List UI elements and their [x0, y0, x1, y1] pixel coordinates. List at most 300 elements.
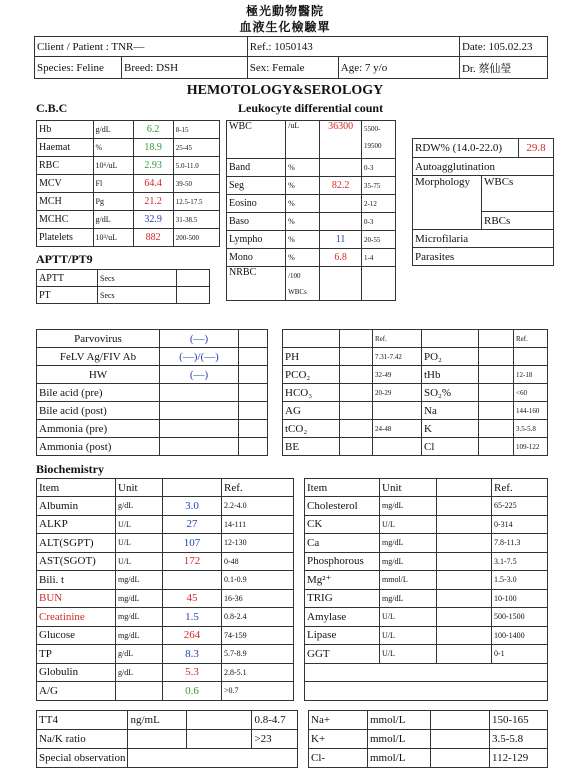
rdw-value: 29.8	[519, 139, 554, 158]
biochem-right-item-name: Cholesterol	[305, 497, 380, 516]
gas-item-name-2: tHb	[422, 366, 479, 384]
serology-row	[37, 402, 268, 420]
wbc-reference	[362, 121, 396, 159]
electrolyte-item-name: Na+	[309, 711, 368, 730]
biochemistry-left-table	[36, 478, 294, 701]
gas-reference-2: 109-122	[514, 438, 548, 456]
biochem-item-name: Glucose	[37, 626, 116, 645]
hormone-row	[37, 711, 298, 730]
biochem-reference: 0.8-2.4	[222, 608, 294, 627]
electrolyte-item-name: K+	[309, 730, 368, 749]
gas-item-name-2: Cl	[422, 438, 479, 456]
biochem-right-row	[305, 645, 548, 664]
cbc-row	[37, 229, 220, 247]
biochem-right-item-name: CK	[305, 515, 380, 534]
electrolyte-reference: 150-165	[490, 711, 548, 730]
biochem-header-item: Item	[37, 479, 116, 497]
serology-extra	[239, 438, 268, 456]
sex-field: Sex: Female	[247, 57, 338, 79]
cbc-unit: g/dL	[93, 121, 133, 139]
diff-reference: 35-75	[362, 177, 396, 195]
special-observation-label: Special observation	[37, 749, 128, 768]
biochem-right-reference: 1.5-3.0	[492, 571, 548, 590]
serology-item-name: FeLV Ag/FIV Ab	[37, 348, 160, 366]
biochem-row	[37, 534, 294, 553]
nrbc-unit-line1: /100	[288, 271, 301, 280]
gas-reference-2: 144-160	[514, 402, 548, 420]
diff-value: 6.8	[320, 249, 362, 267]
serology-value	[160, 384, 239, 402]
gas-row	[283, 438, 548, 456]
serology-item-name: Ammonia (pre)	[37, 420, 160, 438]
gas-item-name-2: Na	[422, 402, 479, 420]
biochem-right-unit: U/L	[380, 515, 437, 534]
biochem-right-reference: 0-1	[492, 645, 548, 664]
serology-row	[37, 348, 268, 366]
aptt-unit: Secs	[98, 287, 177, 304]
gas-header-item2	[422, 330, 479, 348]
biochem-row	[37, 589, 294, 608]
biochem-item-name: TP	[37, 645, 116, 664]
biochem-right-item-name: Mg²⁺	[305, 571, 380, 590]
rdw-label: RDW% (14.0-22.0)	[413, 139, 519, 158]
serology-table	[36, 329, 268, 456]
diff-reference: 20-55	[362, 231, 396, 249]
diff-item-name: Mono	[227, 249, 286, 267]
diff-row	[227, 177, 396, 195]
biochem-row	[37, 608, 294, 627]
hormone-item-name: TT4	[37, 711, 128, 730]
serology-item-name: HW	[37, 366, 160, 384]
hormone-table	[36, 710, 298, 768]
hormone-value	[187, 730, 252, 749]
diff-row	[227, 195, 396, 213]
electrolyte-reference: 3.5-5.8	[490, 730, 548, 749]
biochem-header-ref: Ref.	[222, 479, 294, 497]
biochem-right-header-unit: Unit	[380, 479, 437, 497]
biochem-right-unit: mg/dL	[380, 497, 437, 516]
gas-header-ref2: Ref.	[514, 330, 548, 348]
hormone-row	[37, 730, 298, 749]
diff-unit: %	[286, 195, 320, 213]
serology-value	[160, 402, 239, 420]
biochem-right-unit: U/L	[380, 645, 437, 664]
gas-item-name: BE	[283, 438, 340, 456]
biochem-right-row	[305, 626, 548, 645]
serology-extra	[239, 348, 268, 366]
biochem-right-header-row	[305, 479, 548, 497]
biochem-right-reference: 3.1-7.5	[492, 552, 548, 571]
gas-value-2	[479, 402, 514, 420]
biochem-right-value	[437, 552, 492, 571]
hormone-reference: 0.8-4.7	[252, 711, 298, 730]
diff-value	[320, 195, 362, 213]
diff-item-name: Eosino	[227, 195, 286, 213]
diff-item-name: Band	[227, 159, 286, 177]
hormone-unit	[128, 730, 187, 749]
diff-value	[320, 213, 362, 231]
biochem-reference: 0-48	[222, 552, 294, 571]
cbc-reference: 5.0-11.0	[173, 157, 219, 175]
cbc-row	[37, 175, 220, 193]
hormone-row	[37, 749, 298, 768]
biochem-reference: 12-130	[222, 534, 294, 553]
serology-value	[160, 438, 239, 456]
biochem-unit: g/dL	[116, 645, 163, 664]
biochem-header-unit: Unit	[116, 479, 163, 497]
blood-gas-table	[282, 329, 548, 456]
biochem-row	[37, 571, 294, 590]
cbc-reference: 39-50	[173, 175, 219, 193]
cbc-reference: 8-15	[173, 121, 219, 139]
cbc-row	[37, 211, 220, 229]
biochem-reference: 2.8-5.1	[222, 663, 294, 682]
cbc-row	[37, 139, 220, 157]
diff-reference: 0-3	[362, 213, 396, 231]
diff-value: 11	[320, 231, 362, 249]
biochem-value	[163, 571, 222, 590]
diff-unit: %	[286, 213, 320, 231]
biochem-unit: mg/dL	[116, 589, 163, 608]
biochem-value: 27	[163, 515, 222, 534]
cbc-unit: 10³/uL	[93, 229, 133, 247]
biochem-unit: U/L	[116, 534, 163, 553]
cbc-item-name: MCH	[37, 193, 94, 211]
cbc-unit: %	[93, 139, 133, 157]
diff-unit: %	[286, 231, 320, 249]
gas-value	[340, 384, 373, 402]
biochem-row	[37, 663, 294, 682]
gas-header-row	[283, 330, 548, 348]
diff-row	[227, 213, 396, 231]
client-field: Client / Patient : TNR—	[35, 37, 248, 57]
wbc-unit: /uL	[286, 121, 320, 159]
ref-field: Ref.: 1050143	[247, 37, 459, 57]
gas-header-item	[283, 330, 340, 348]
cbc-row	[37, 193, 220, 211]
serology-extra	[239, 366, 268, 384]
serology-value: (—)/(—)	[160, 348, 239, 366]
biochem-right-value	[437, 534, 492, 553]
cbc-item-name: RBC	[37, 157, 94, 175]
aptt-table	[36, 269, 210, 304]
gas-item-name: PCO₂	[283, 366, 340, 384]
cbc-item-name: MCV	[37, 175, 94, 193]
biochem-reference: 74-159	[222, 626, 294, 645]
serology-row	[37, 366, 268, 384]
biochem-row	[37, 552, 294, 571]
gas-reference-2	[514, 348, 548, 366]
biochem-right-item-name: Phosphorous	[305, 552, 380, 571]
rdw-morphology-table	[412, 138, 554, 266]
gas-row	[283, 366, 548, 384]
electrolyte-table	[308, 710, 548, 768]
serology-value	[160, 420, 239, 438]
biochem-right-item-name: GGT	[305, 645, 380, 664]
nrbc-unit-line2: WBCs	[288, 287, 307, 296]
biochem-item-name: Albumin	[37, 497, 116, 516]
biochem-row	[37, 515, 294, 534]
biochem-right-unit: U/L	[380, 608, 437, 627]
autoagglutination-label: Autoagglutination	[413, 158, 554, 176]
hormone-unit: ng/mL	[128, 711, 187, 730]
cbc-value: 2.93	[133, 157, 173, 175]
cbc-value: 64.4	[133, 175, 173, 193]
diff-item-name: Baso	[227, 213, 286, 231]
biochem-right-value	[437, 515, 492, 534]
breed-field: Breed: DSH	[122, 57, 248, 79]
serology-row	[37, 384, 268, 402]
cbc-row	[37, 157, 220, 175]
gas-value-2	[479, 348, 514, 366]
biochem-unit: g/dL	[116, 663, 163, 682]
leukocyte-table	[226, 120, 396, 301]
aptt-unit: Secs	[98, 270, 177, 287]
biochem-item-name: ALKP	[37, 515, 116, 534]
biochem-right-row	[305, 497, 548, 516]
serology-row	[37, 420, 268, 438]
hormone-reference: >23	[252, 730, 298, 749]
gas-item-name-2: PO₂	[422, 348, 479, 366]
biochem-right-row	[305, 589, 548, 608]
biochem-row	[37, 626, 294, 645]
gas-reference	[373, 438, 422, 456]
biochem-row	[37, 645, 294, 664]
cbc-reference: 31-38.5	[173, 211, 219, 229]
cbc-unit: 10⁶/uL	[93, 157, 133, 175]
cbc-item-name: Hb	[37, 121, 94, 139]
leukocyte-title: Leukocyte differential count	[238, 101, 384, 115]
biochem-right-header-ref: Ref.	[492, 479, 548, 497]
biochem-right-value	[437, 645, 492, 664]
nrbc-unit	[286, 267, 320, 301]
gas-value	[340, 402, 373, 420]
hormone-value	[187, 711, 252, 730]
electrolyte-row	[309, 749, 548, 768]
gas-value	[340, 420, 373, 438]
biochem-right-blank-row	[305, 663, 548, 682]
biochem-unit: mg/dL	[116, 608, 163, 627]
cbc-table	[36, 120, 220, 247]
gas-reference: 7.31-7.42	[373, 348, 422, 366]
biochem-right-value	[437, 626, 492, 645]
gas-reference-2: 12-18	[514, 366, 548, 384]
gas-value-2	[479, 366, 514, 384]
gas-reference: 32-49	[373, 366, 422, 384]
gas-row	[283, 384, 548, 402]
diff-value: 82.2	[320, 177, 362, 195]
gas-value-2	[479, 420, 514, 438]
diff-unit: %	[286, 159, 320, 177]
special-observation-value	[128, 749, 298, 768]
doctor-field: Dr. 蔡仙瑩	[459, 57, 547, 79]
serology-extra	[239, 330, 268, 348]
date-field: Date: 105.02.23	[459, 37, 547, 57]
diff-reference: 2-12	[362, 195, 396, 213]
biochem-item-name: Globulin	[37, 663, 116, 682]
aptt-value	[177, 270, 210, 287]
biochem-right-reference: 65-225	[492, 497, 548, 516]
biochem-item-name: Bili. t	[37, 571, 116, 590]
parasites-label: Parasites	[413, 248, 554, 266]
electrolyte-reference: 112-129	[490, 749, 548, 768]
biochem-right-item-name: Lipase	[305, 626, 380, 645]
biochem-right-row	[305, 552, 548, 571]
gas-item-name-2: SO₂%	[422, 384, 479, 402]
diff-row	[227, 249, 396, 267]
cbc-item-name: MCHC	[37, 211, 94, 229]
form-title: 血液生化檢驗單	[239, 20, 331, 34]
gas-item-name: tCO₂	[283, 420, 340, 438]
biochem-right-reference: 7.8-11.3	[492, 534, 548, 553]
diff-reference: 0-3	[362, 159, 396, 177]
gas-reference-2: <60	[514, 384, 548, 402]
gas-value	[340, 366, 373, 384]
biochem-right-unit: U/L	[380, 626, 437, 645]
gas-item-name: AG	[283, 402, 340, 420]
biochem-header-value	[163, 479, 222, 497]
gas-value-2	[479, 384, 514, 402]
biochem-row	[37, 497, 294, 516]
microfilaria-label: Microfilaria	[413, 230, 554, 248]
gas-reference: 24-48	[373, 420, 422, 438]
biochem-right-reference: 100-1400	[492, 626, 548, 645]
wbc-row	[227, 121, 396, 159]
gas-reference-2: 3.5-5.8	[514, 420, 548, 438]
serology-item-name: Bile acid (post)	[37, 402, 160, 420]
biochem-reference: 5.7-8.9	[222, 645, 294, 664]
cbc-value: 18.9	[133, 139, 173, 157]
biochem-right-row	[305, 534, 548, 553]
gas-header-ref: Ref.	[373, 330, 422, 348]
nrbc-reference	[362, 267, 396, 301]
diff-item-name: Lympho	[227, 231, 286, 249]
biochem-right-header-value	[437, 479, 492, 497]
biochem-right-reference: 0-314	[492, 515, 548, 534]
biochem-unit: g/dL	[116, 497, 163, 516]
wbc-value: 36300	[320, 121, 362, 159]
biochem-value: 264	[163, 626, 222, 645]
gas-value-2	[479, 438, 514, 456]
cbc-value: 882	[133, 229, 173, 247]
biochem-item-name: A/G	[37, 682, 116, 701]
diff-unit: %	[286, 249, 320, 267]
electrolyte-value	[431, 730, 490, 749]
cbc-item-name: Platelets	[37, 229, 94, 247]
biochem-row	[37, 682, 294, 701]
biochem-right-item-name: Amylase	[305, 608, 380, 627]
gas-value	[340, 438, 373, 456]
blank-cell	[305, 682, 548, 701]
biochem-value: 5.3	[163, 663, 222, 682]
aptt-item-name: PT	[37, 287, 98, 304]
cbc-reference: 12.5-17.5	[173, 193, 219, 211]
gas-row	[283, 348, 548, 366]
serology-extra	[239, 384, 268, 402]
biochem-unit: U/L	[116, 552, 163, 571]
serology-item-name: Ammonia (post)	[37, 438, 160, 456]
species-field: Species: Feline	[35, 57, 122, 79]
biochem-right-reference: 500-1500	[492, 608, 548, 627]
biochem-reference: 0.1-0.9	[222, 571, 294, 590]
biochem-value: 1.5	[163, 608, 222, 627]
cbc-value: 6.2	[133, 121, 173, 139]
serology-value: (—)	[160, 330, 239, 348]
diff-row	[227, 159, 396, 177]
gas-item-name: PH	[283, 348, 340, 366]
biochem-reference: 14-111	[222, 515, 294, 534]
biochem-value: 45	[163, 589, 222, 608]
gas-header-value2	[479, 330, 514, 348]
biochem-right-reference: 10-100	[492, 589, 548, 608]
cbc-value: 32.9	[133, 211, 173, 229]
cbc-reference: 200-500	[173, 229, 219, 247]
electrolyte-row	[309, 711, 548, 730]
biochem-header-row	[37, 479, 294, 497]
diff-item-name: Seg	[227, 177, 286, 195]
biochem-value: 8.3	[163, 645, 222, 664]
diff-row	[227, 231, 396, 249]
biochem-unit	[116, 682, 163, 701]
gas-row	[283, 420, 548, 438]
electrolyte-unit: mmol/L	[368, 730, 431, 749]
biochem-right-item-name: TRIG	[305, 589, 380, 608]
biochem-unit: mg/dL	[116, 626, 163, 645]
cbc-value: 21.2	[133, 193, 173, 211]
cbc-unit: Pg	[93, 193, 133, 211]
biochem-right-row	[305, 571, 548, 590]
biochem-right-value	[437, 571, 492, 590]
biochem-right-unit: mmol/L	[380, 571, 437, 590]
serology-item-name: Bile acid (pre)	[37, 384, 160, 402]
biochem-right-row	[305, 608, 548, 627]
biochem-right-item-name: Ca	[305, 534, 380, 553]
electrolyte-unit: mmol/L	[368, 711, 431, 730]
electrolyte-item-name: Cl-	[309, 749, 368, 768]
nrbc-row	[227, 267, 396, 301]
biochem-right-row	[305, 515, 548, 534]
biochem-value: 0.6	[163, 682, 222, 701]
biochem-right-blank-row	[305, 682, 548, 701]
cbc-item-name: Haemat	[37, 139, 94, 157]
cbc-unit: g/dL	[93, 211, 133, 229]
gas-value	[340, 348, 373, 366]
biochem-item-name: Creatinine	[37, 608, 116, 627]
cbc-reference: 25-45	[173, 139, 219, 157]
cbc-unit: Fl	[93, 175, 133, 193]
serology-value: (—)	[160, 366, 239, 384]
biochem-reference: 16-36	[222, 589, 294, 608]
biochemistry-right-table	[304, 478, 548, 701]
biochemistry-title: Biochemistry	[36, 462, 104, 476]
blank-cell	[305, 663, 548, 682]
nrbc-value	[320, 267, 362, 301]
aptt-row	[37, 287, 210, 304]
gas-item-name-2: K	[422, 420, 479, 438]
diff-reference: 1-4	[362, 249, 396, 267]
morphology-rbcs-label: RBCs	[482, 212, 554, 230]
serology-row	[37, 330, 268, 348]
electrolyte-row	[309, 730, 548, 749]
biochem-right-value	[437, 608, 492, 627]
biochem-reference: >0.7	[222, 682, 294, 701]
biochem-value: 172	[163, 552, 222, 571]
biochem-reference: 2.2-4.0	[222, 497, 294, 516]
serology-extra	[239, 420, 268, 438]
gas-reference	[373, 402, 422, 420]
aptt-row	[37, 270, 210, 287]
main-section-title: HEMOTOLOGY&SEROLOGY	[186, 83, 384, 98]
